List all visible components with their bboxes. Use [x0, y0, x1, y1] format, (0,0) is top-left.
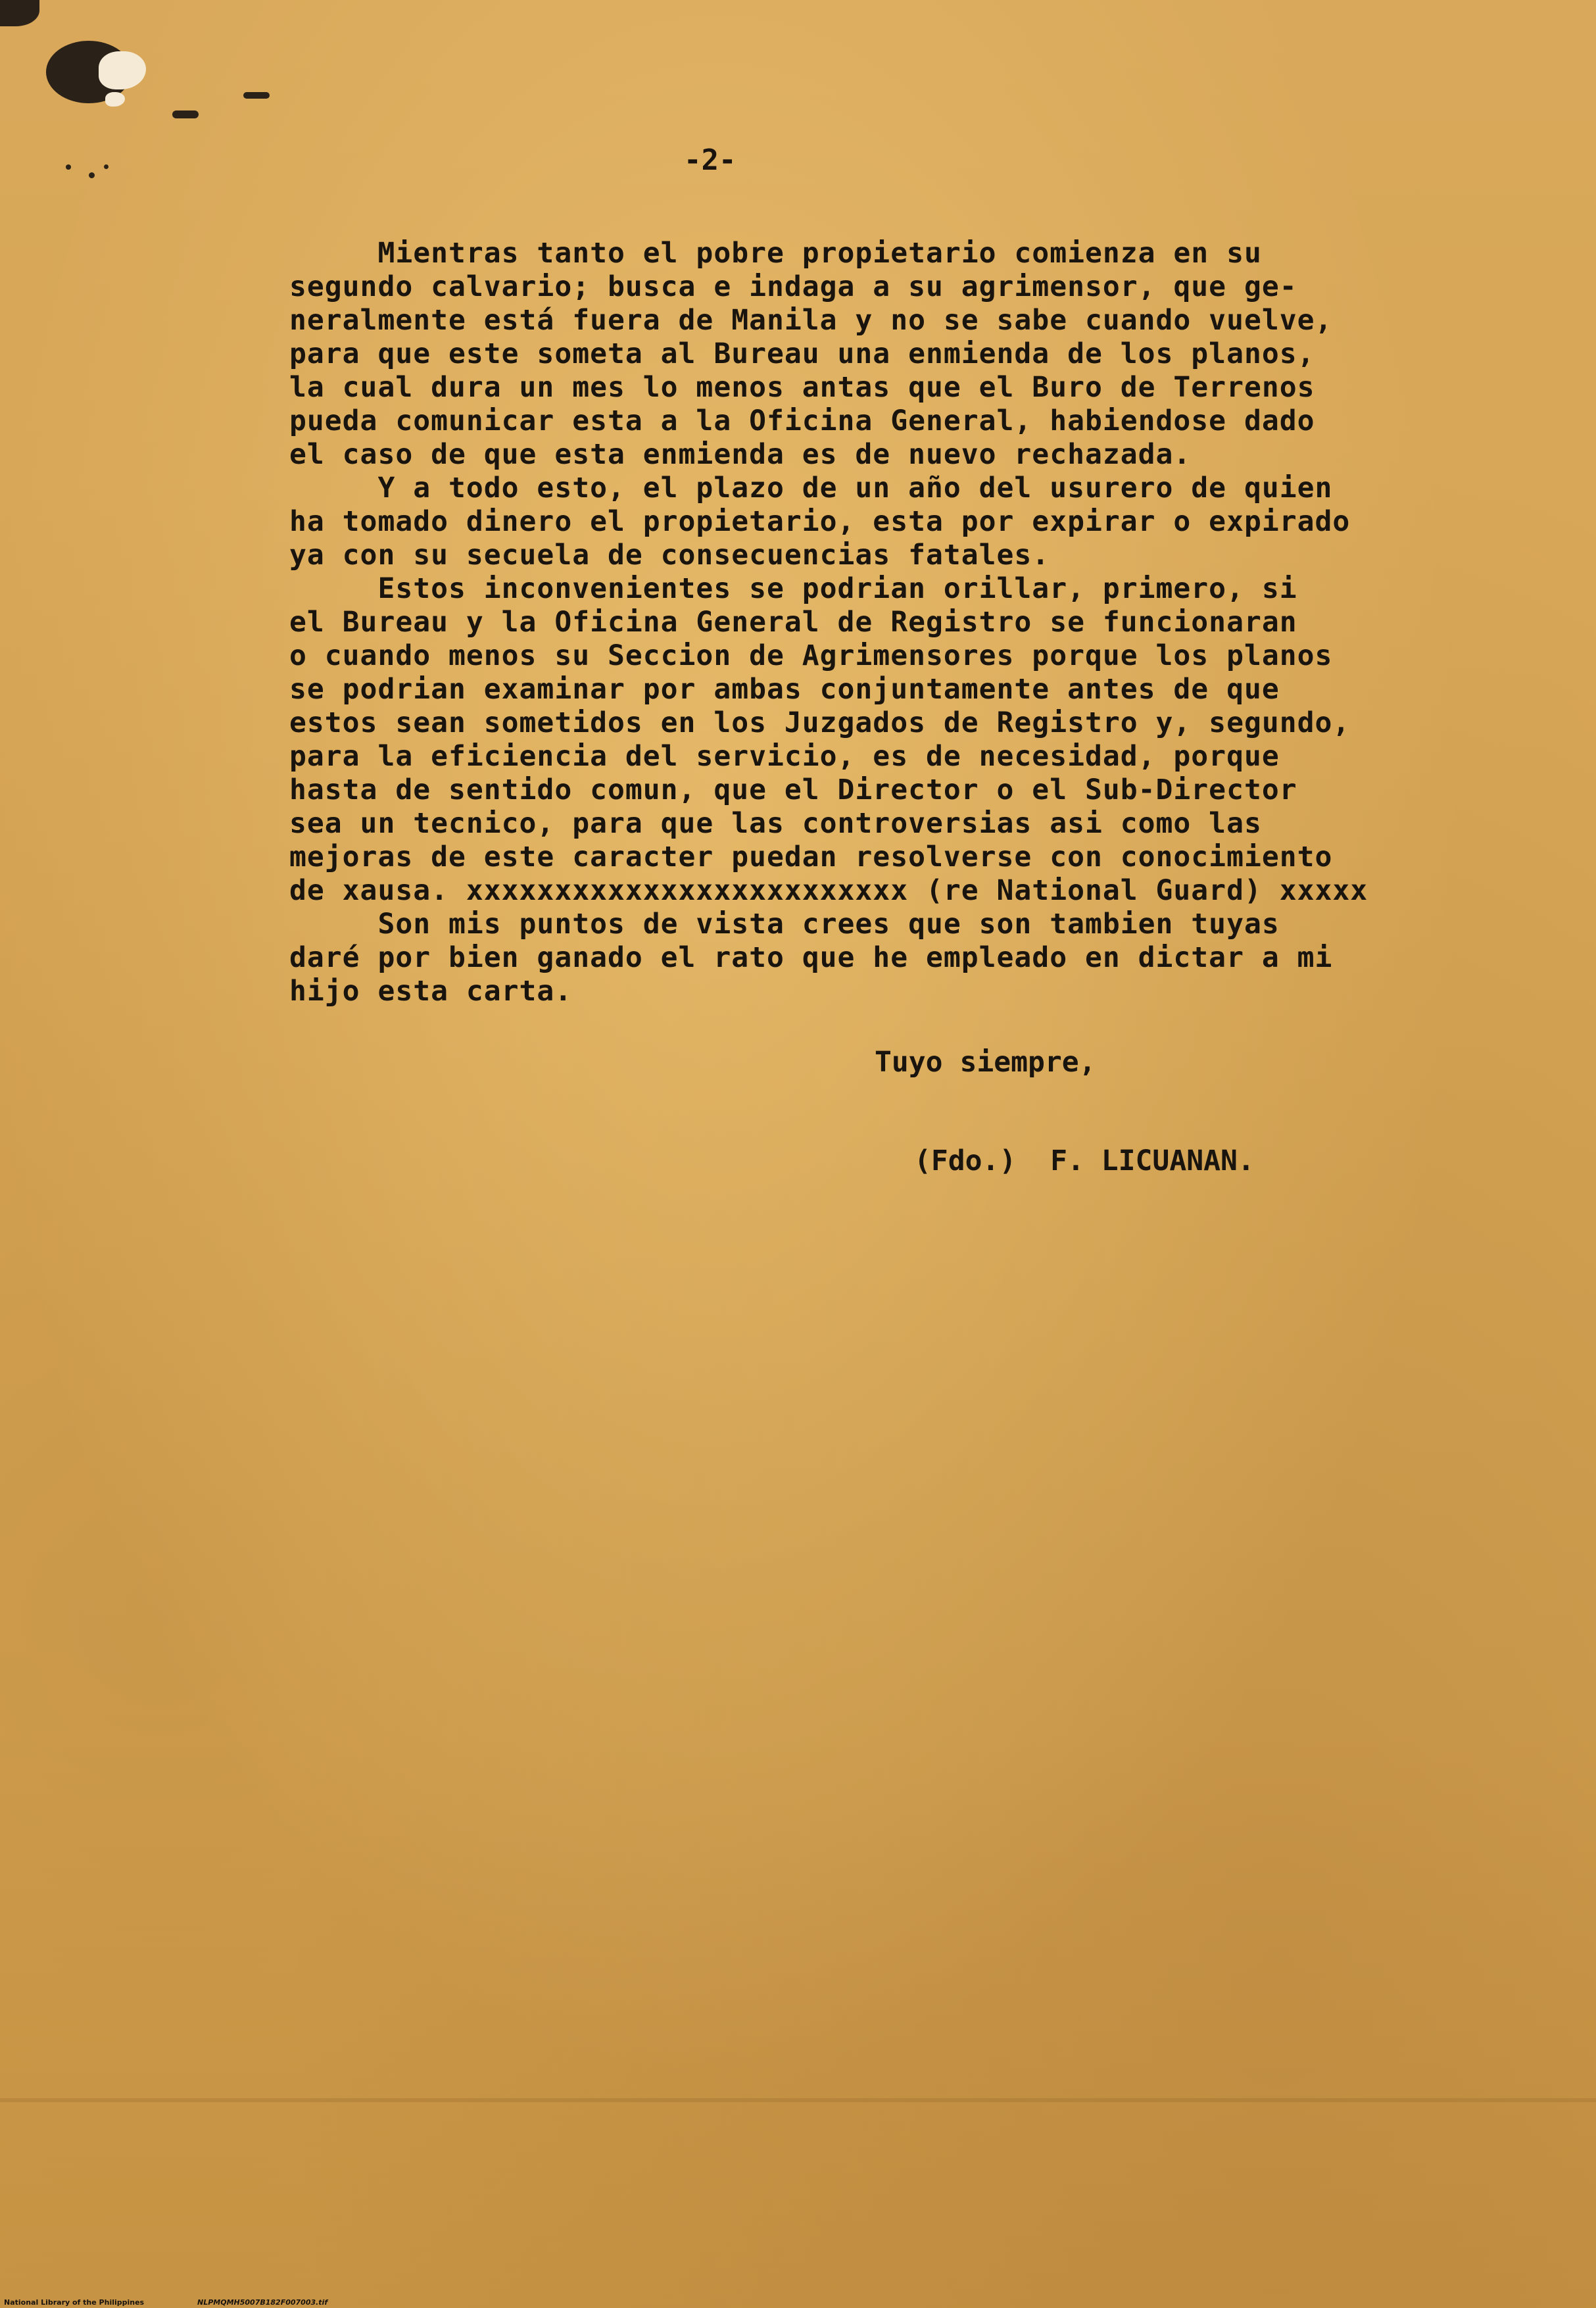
signature-line: (Fdo.) F. LICUANAN.	[914, 1144, 1255, 1177]
body-line: para la eficiencia del servicio, es de necesidad, porque	[289, 740, 1280, 773]
body-line: Y a todo esto, el plazo de un año del usurero de quien	[289, 472, 1333, 504]
ink-stain	[66, 164, 71, 170]
body-line: o cuando menos su Seccion de Agrimensores porque los planos	[289, 639, 1333, 672]
closing-salutation: Tuyo siempre,	[875, 1046, 1096, 1079]
body-line: neralmente está fuera de Manila y no se sabe cuando vuelve,	[289, 304, 1333, 337]
body-line: Estos inconvenientes se podrian orillar, primero, si	[289, 572, 1297, 605]
paper-fold	[0, 2098, 1596, 2102]
ink-stain	[89, 172, 95, 178]
body-line: para que este someta al Bureau una enmienda de los planos,	[289, 337, 1315, 370]
page-number: -2-	[684, 143, 737, 177]
footer-file-name: NLPMQMH5007B182F007003.tif	[197, 2298, 328, 2307]
body-line: hijo esta carta.	[289, 975, 573, 1008]
ink-stain	[243, 92, 270, 99]
letter-body	[289, 237, 1473, 1008]
body-line: hasta de sentido comun, que el Director o el Sub-Director	[289, 773, 1297, 806]
body-line: ha tomado dinero el propietario, esta por expirar o expirado	[289, 505, 1351, 538]
body-line: Mientras tanto el pobre propietario comienza en su	[289, 237, 1262, 270]
paper-hole	[105, 92, 125, 107]
body-line: ya con su secuela de consecuencias fatales.	[289, 539, 1050, 572]
body-line: mejoras de este caracter puedan resolverse con conocimiento	[289, 841, 1333, 873]
body-line: segundo calvario; busca e indaga a su agrimensor, que ge-	[289, 270, 1297, 303]
body-line: estos sean sometidos en los Juzgados de Registro y, segundo,	[289, 706, 1351, 739]
ink-stain	[0, 0, 39, 26]
body-line: la cual dura un mes lo menos antas que el Buro de Terrenos	[289, 371, 1315, 404]
body-line: el caso de que esta enmienda es de nuevo rechazada.	[289, 438, 1192, 471]
ink-stain	[172, 110, 199, 118]
ink-stain	[104, 164, 109, 169]
paper-hole	[99, 51, 146, 89]
footer-institution: National Library of the Philippines	[4, 2298, 145, 2307]
body-line: daré por bien ganado el rato que he empleado en dictar a mi	[289, 941, 1333, 974]
body-line: el Bureau y la Oficina General de Registro se funcionaran	[289, 606, 1297, 639]
body-line: sea un tecnico, para que las controversias asi como las	[289, 807, 1262, 840]
body-line: pueda comunicar esta a la Oficina General, habiendose dado	[289, 405, 1315, 437]
body-line: Son mis puntos de vista crees que son tambien tuyas	[289, 908, 1280, 941]
body-line: se podrian examinar por ambas conjuntamente antes de que	[289, 673, 1280, 706]
body-line: de xausa. xxxxxxxxxxxxxxxxxxxxxxxxx (re National Guard) xxxxx	[289, 874, 1368, 907]
